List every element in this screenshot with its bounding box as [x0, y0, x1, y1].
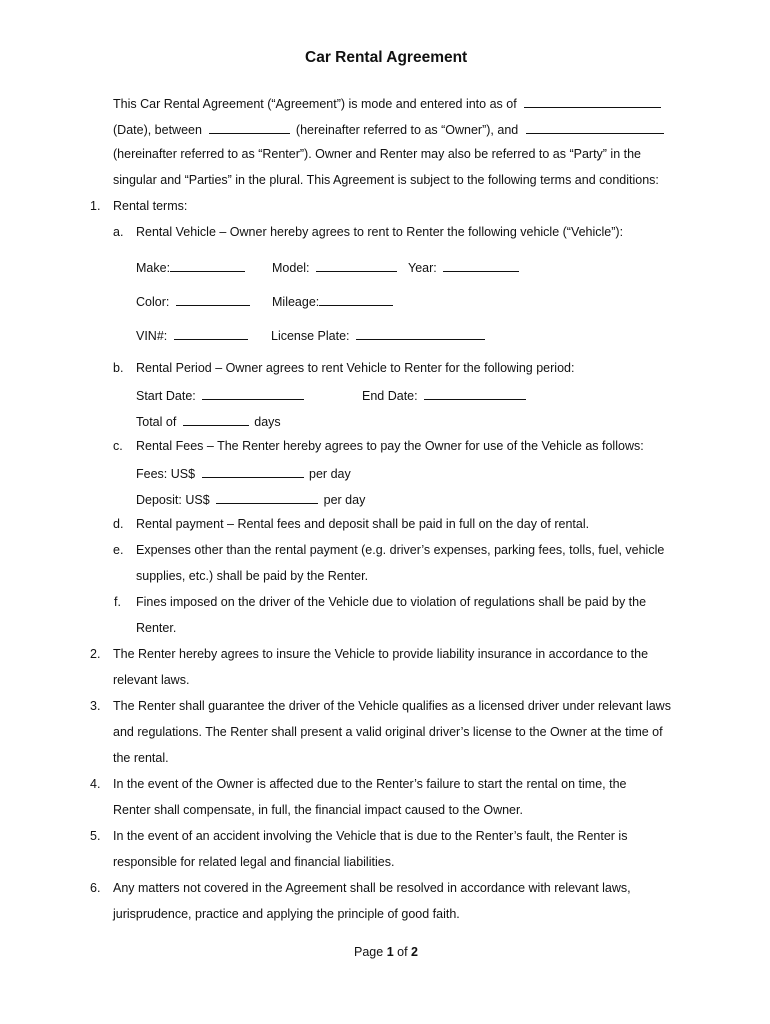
section-6-number: 6. [90, 881, 101, 895]
item-e-line-2: supplies, etc.) shall be paid by the Renter. [136, 569, 369, 583]
color-label: Color: [136, 295, 170, 309]
mileage-label: Mileage: [272, 295, 320, 309]
license-plate-field [271, 326, 485, 344]
section-5-line-1: In the event of an accident involving the Vehicle that is due to the Renter’s fault, the Renter is [113, 829, 628, 843]
start-date-field [136, 386, 304, 404]
item-f-letter: f. [114, 595, 121, 609]
intro-line-4: singular and “Parties” in the plural. This Agreement is subject to the following terms and conditions: [113, 173, 659, 187]
total-days-field [136, 412, 281, 430]
section-3-number: 3. [90, 699, 101, 713]
section-3-line-2: and regulations. The Renter shall present a valid original driver’s license to the Owner at the time of [113, 725, 663, 739]
section-6-line-1: Any matters not covered in the Agreement shall be resolved in accordance with relevant laws, [113, 881, 631, 895]
model-field [272, 258, 397, 276]
deposit-per-day-label: per day [323, 493, 366, 507]
end-date-blank[interactable] [424, 386, 526, 400]
item-e-letter: e. [113, 543, 124, 557]
fees-field [136, 464, 351, 482]
year-field [408, 258, 519, 276]
fees-label: Fees: US$ [136, 467, 196, 481]
color-field [136, 292, 250, 310]
section-5-line-2: responsible for related legal and financial liabilities. [113, 855, 395, 869]
intro-owner-text: (hereinafter referred to as “Owner”), and [295, 123, 519, 137]
vin-field [136, 326, 248, 344]
deposit-field [136, 490, 365, 508]
section-5-number: 5. [90, 829, 101, 843]
item-c-text: Rental Fees – The Renter hereby agrees to pay the Owner for use of the Vehicle as follows: [136, 439, 644, 453]
item-b-text: Rental Period – Owner agrees to rent Vehicle to Renter for the following period: [136, 361, 575, 375]
item-a-text: Rental Vehicle – Owner hereby agrees to rent to Renter the following vehicle (“Vehicle”): [136, 225, 624, 239]
section-2-number: 2. [90, 647, 101, 661]
vin-blank[interactable] [174, 326, 248, 340]
section-3-line-3: the rental. [113, 751, 169, 765]
fees-per-day-label: per day [309, 467, 351, 481]
make-field [136, 258, 245, 276]
section-6-line-2: jurisprudence, practice and applying the principle of good faith. [113, 907, 460, 921]
days-label: days [254, 415, 281, 429]
owner-name-blank[interactable] [209, 120, 290, 134]
mileage-blank[interactable] [319, 292, 393, 306]
total-of-label: Total of [136, 415, 177, 429]
agreement-date-blank[interactable] [524, 94, 661, 108]
year-label: Year: [408, 261, 437, 275]
page-total: 2 [411, 945, 418, 959]
section-1-number: 1. [90, 199, 101, 213]
total-days-blank[interactable] [183, 412, 249, 426]
make-blank[interactable] [170, 258, 245, 272]
year-blank[interactable] [443, 258, 519, 272]
page-word: Page [354, 945, 384, 959]
license-plate-label: License Plate: [271, 329, 350, 343]
section-4-line-1: In the event of the Owner is affected due to the Renter’s failure to start the rental on time, the [113, 777, 627, 791]
page-number: 1 [386, 945, 394, 959]
license-plate-blank[interactable] [356, 326, 485, 340]
intro-date-label: (Date), between [113, 123, 202, 137]
section-3-line-1: The Renter shall guarantee the driver of the Vehicle qualifies as a licensed driver under relevant laws [113, 699, 671, 713]
renter-name-blank[interactable] [526, 120, 664, 134]
start-date-label: Start Date: [136, 389, 196, 403]
intro-line-1 [113, 94, 661, 112]
item-e-line-1: Expenses other than the rental payment (e.g. driver’s expenses, parking fees, tolls, fuel, vehicle [136, 543, 665, 557]
mileage-field [272, 292, 393, 310]
start-date-blank[interactable] [202, 386, 304, 400]
section-4-number: 4. [90, 777, 101, 791]
item-f-line-1: Fines imposed on the driver of the Vehicle due to violation of regulations shall be paid by the [136, 595, 647, 609]
section-2-line-1: The Renter hereby agrees to insure the Vehicle to provide liability insurance in accordance to the [113, 647, 649, 661]
model-label: Model: [272, 261, 310, 275]
model-blank[interactable] [316, 258, 397, 272]
intro-line-2 [113, 120, 664, 138]
section-1-label: Rental terms: [113, 199, 188, 213]
end-date-label: End Date: [362, 389, 418, 403]
item-c-letter: c. [113, 439, 123, 453]
section-4-line-2: Renter shall compensate, in full, the financial impact caused to the Owner. [113, 803, 523, 817]
fees-blank[interactable] [202, 464, 304, 478]
make-label: Make: [136, 261, 171, 275]
deposit-label: Deposit: US$ [136, 493, 210, 507]
item-d-text: Rental payment – Rental fees and deposit shall be paid in full on the day of rental. [136, 517, 590, 531]
intro-line-3: (hereinafter referred to as “Renter”). Owner and Renter may also be referred to as “Party” in the [113, 147, 642, 161]
intro-text-1: This Car Rental Agreement (“Agreement”) is mode and entered into as of [113, 97, 517, 111]
page-title: Car Rental Agreement [305, 49, 468, 66]
item-a-letter: a. [113, 225, 124, 239]
vin-label: VIN#: [136, 329, 168, 343]
color-blank[interactable] [176, 292, 250, 306]
deposit-blank[interactable] [216, 490, 318, 504]
item-b-letter: b. [113, 361, 124, 375]
page-footer [354, 944, 418, 960]
of-word: of [397, 945, 408, 959]
item-f-line-2: Renter. [136, 621, 177, 635]
section-2-line-2: relevant laws. [113, 673, 190, 687]
end-date-field [362, 386, 526, 404]
item-d-letter: d. [113, 517, 124, 531]
